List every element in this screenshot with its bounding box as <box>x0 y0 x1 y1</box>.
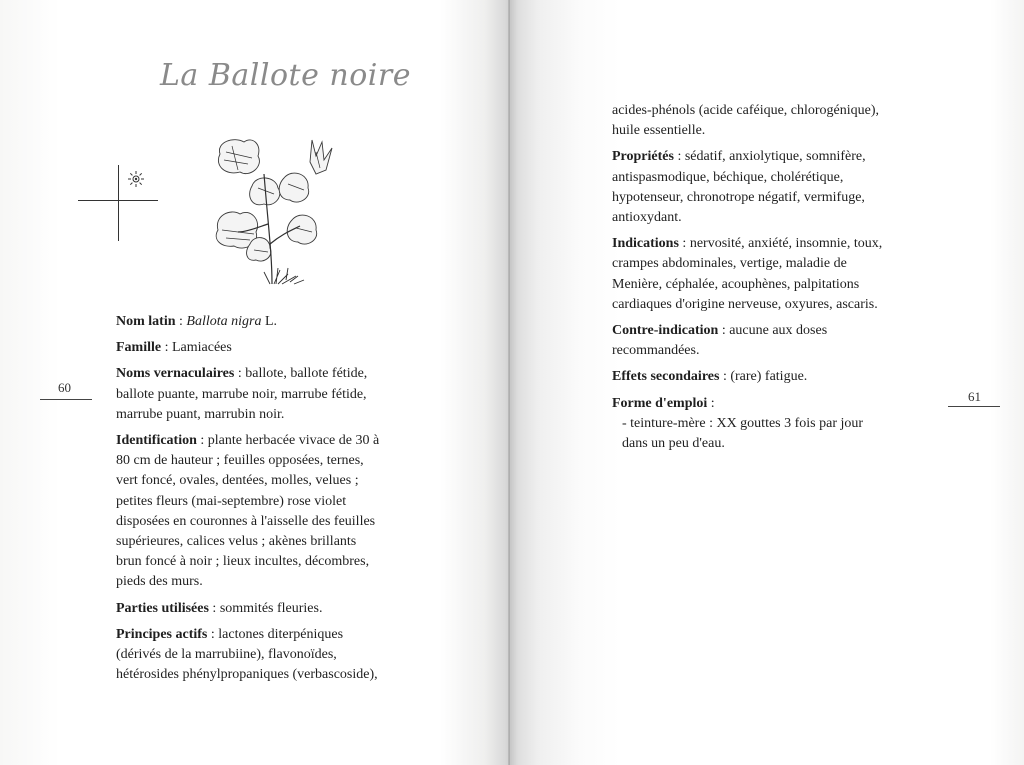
text-line <box>612 394 932 414</box>
separator: : <box>718 323 730 339</box>
entry-value: aucune aux doses <box>729 323 828 339</box>
entry-label: Parties utilisées <box>116 600 209 616</box>
text-line: - teinture-mère : XX gouttes 3 fois par jour <box>622 415 864 431</box>
text-line <box>116 364 436 384</box>
entry-label: Propriétés <box>612 149 674 165</box>
text-line: brun foncé à noir ; lieux incultes, décombres, <box>116 554 370 570</box>
entry-value: plante herbacée vivace de 30 à <box>207 433 380 449</box>
text-line: supérieures, calices velus ; akènes brillants <box>116 534 357 550</box>
page-number-rule <box>40 399 92 400</box>
text-line: ballote puante, marrube noir, marrube fétide, <box>116 386 367 402</box>
page-number-right: 61 <box>968 389 981 404</box>
text-line <box>116 431 436 451</box>
separator: : <box>207 626 219 642</box>
text-line: dans un peu d'eau. <box>622 436 725 452</box>
left-page <box>0 0 510 765</box>
separator: : <box>161 340 172 356</box>
entry-label: Forme d'emploi <box>612 395 708 411</box>
separator: : <box>719 369 731 385</box>
text-line: Menière, céphalée, acouphènes, palpitations <box>612 276 860 292</box>
entry-identification <box>116 431 436 593</box>
entry-value: lactones diterpéniques <box>218 626 344 642</box>
sun-symbol-icon <box>127 170 145 188</box>
entry-value: (rare) fatigue. <box>730 369 808 385</box>
text-line <box>612 321 932 341</box>
entry-effets-secondaires <box>612 367 932 387</box>
ballota-plant-illustration <box>212 134 342 289</box>
text-line: marrube puant, marrubin noir. <box>116 406 285 422</box>
text-line: huile essentielle. <box>612 123 706 139</box>
page-number-left: 60 <box>58 380 71 395</box>
separator: : <box>678 236 690 252</box>
text-line <box>612 147 932 167</box>
right-text-column <box>612 101 932 460</box>
text-line: hétérosides phénylpropaniques (verbascoside), <box>116 667 378 683</box>
separator: : <box>673 149 685 165</box>
text-line: antioxydant. <box>612 210 682 226</box>
separator: : <box>707 395 715 411</box>
entry-value: Lamiacées <box>172 340 232 356</box>
entry-value: Ballota nigra <box>186 314 262 329</box>
separator: : <box>175 314 187 329</box>
entry-forme-emploi <box>612 394 932 455</box>
right-page <box>510 0 1024 765</box>
entry-label: Principes actifs <box>116 626 208 642</box>
entry-value-suffix: L. <box>261 314 278 329</box>
entry-label: Nom latin <box>116 314 176 329</box>
page-title: La Ballote noire <box>160 58 411 93</box>
separator: : <box>208 600 220 616</box>
text-line <box>612 234 932 254</box>
entry-label: Effets secondaires <box>612 369 720 385</box>
text-line: 80 cm de hauteur ; feuilles opposées, ternes, <box>116 453 364 469</box>
text-line: recommandées. <box>612 343 700 359</box>
entry-noms-vernaculaires <box>116 364 436 425</box>
cross-vertical-rule <box>118 165 119 241</box>
entry-value: sommités fleuries. <box>219 600 323 616</box>
text-line: hypotenseur, chronotrope négatif, vermifuge, <box>612 189 865 205</box>
left-text-column <box>116 312 436 691</box>
entry-value: sédatif, anxiolytique, somnifère, <box>684 149 866 165</box>
entry-value: nervosité, anxiété, insomnie, toux, <box>689 236 883 252</box>
text-line: vert foncé, ovales, dentées, molles, velues ; <box>116 473 359 489</box>
separator: : <box>196 433 208 449</box>
text-line: petites fleurs (mai-septembre) rose violet <box>116 493 347 509</box>
entry-label: Famille <box>116 340 162 356</box>
entry-value: ballote, ballote fétide, <box>245 366 368 382</box>
entry-label: Identification <box>116 433 197 449</box>
entry-label: Contre-indication <box>612 323 719 339</box>
text-line: acides-phénols (acide caféique, chlorogénique), <box>612 103 880 118</box>
entry-contre-indication <box>612 321 932 361</box>
entry-proprietes <box>612 147 932 228</box>
text-line: disposées en couronnes à l'aisselle des feuilles <box>116 513 376 529</box>
entry-label: Indications <box>612 236 679 252</box>
entry-famille <box>116 338 436 358</box>
page-number-rule <box>948 406 1000 407</box>
entry-indications <box>612 234 932 315</box>
text-line: (dérivés de la marrubiine), flavonoïdes, <box>116 647 337 663</box>
text-line: antispasmodique, béchique, cholérétique, <box>612 169 844 185</box>
text-line <box>116 625 436 645</box>
entry-continuation <box>612 101 932 141</box>
text-line: cardiaques d'origine nerveuse, oxyures, ascaris. <box>612 296 878 312</box>
text-line: pieds des murs. <box>116 574 203 590</box>
entry-parties-utilisees <box>116 599 436 619</box>
entry-label: Noms vernaculaires <box>116 366 235 382</box>
text-line: crampes abdominales, vertige, maladie de <box>612 256 847 272</box>
entry-nom-latin <box>116 312 436 332</box>
separator: : <box>234 366 246 382</box>
entry-principes-actifs <box>116 625 436 686</box>
cross-horizontal-rule <box>78 200 158 201</box>
